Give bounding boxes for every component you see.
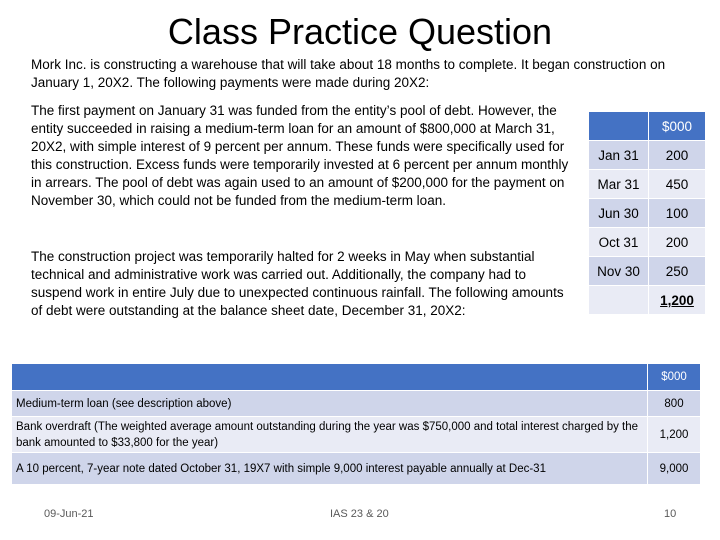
debt-header-blank (12, 364, 648, 391)
debt-description: A 10 percent, 7-year note dated October 31, 19X7 with simple 9,000 interest payable annually at Dec-31 (12, 453, 648, 485)
debt-amount: 9,000 (648, 453, 701, 485)
payments-header-row (589, 112, 706, 141)
payment-amount: 200 (649, 141, 706, 170)
payments-header-blank (589, 112, 649, 141)
payment-amount: 200 (649, 228, 706, 257)
debt-row (12, 391, 701, 417)
debt-header-row (12, 364, 701, 391)
debt-row (12, 417, 701, 453)
payment-row (589, 199, 706, 228)
payments-table (588, 111, 706, 315)
payments-header-unit: $000 (649, 112, 706, 141)
payment-month: Nov 30 (589, 257, 649, 286)
payments-total-row (589, 286, 706, 315)
debt-amount: 1,200 (648, 417, 701, 453)
debt-row (12, 453, 701, 485)
payment-row (589, 257, 706, 286)
debt-header-unit: $000 (648, 364, 701, 391)
payment-amount: 450 (649, 170, 706, 199)
slide-title: Class Practice Question (167, 11, 553, 52)
second-paragraph: The construction project was temporarily halted for 2 weeks in May when substantial technical and administrative work was carried out. Additionally, the company had to suspend work in entire July due to unexpected continuous rainfall. The following amounts of debt were outstanding at the balance sheet date, December 31, 20X2: (31, 249, 564, 318)
page-number: 10 (664, 508, 677, 520)
first-paragraph: The first payment on January 31 was funded from the entity’s pool of debt. However, the entity succeeded in raising a medium-term loan for an amount of $800,000 at March 31, 20X2, with simple interest of 9 percent per annum. These funds were specifically used for this construction. Excess funds were temporarily invested at 6 percent per annum monthly in arrears. The pool of debt was again used to an amount of $200,000 for the payment on November 30, which could not be funded from the medium-term loan. (31, 103, 569, 208)
payment-amount: 100 (649, 199, 706, 228)
payment-month: Oct 31 (589, 228, 649, 257)
payment-month: Mar 31 (589, 170, 649, 199)
footer-date: 09-Jun-21 (44, 508, 94, 520)
footer-source: IAS 23 & 20 (330, 508, 389, 520)
payment-month: Jun 30 (589, 199, 649, 228)
debt-description: Medium-term loan (see description above) (12, 391, 648, 417)
payment-row (589, 228, 706, 257)
payment-row (589, 141, 706, 170)
debt-amount: 800 (648, 391, 701, 417)
payment-amount: 250 (649, 257, 706, 286)
payment-row (589, 170, 706, 199)
debt-table (11, 363, 701, 485)
debt-description: Bank overdraft (The weighted average amount outstanding during the year was $750,000 and total interest charged by the bank amounted to $33,800 for the year) (12, 417, 648, 453)
payment-month: Jan 31 (589, 141, 649, 170)
payments-total-blank (589, 286, 649, 315)
intro-paragraph: Mork Inc. is constructing a warehouse that will take about 18 months to complete. It began construction on January 1, 20X2. The following payments were made during 20X2: (31, 57, 666, 90)
payments-total: 1,200 (649, 286, 706, 315)
